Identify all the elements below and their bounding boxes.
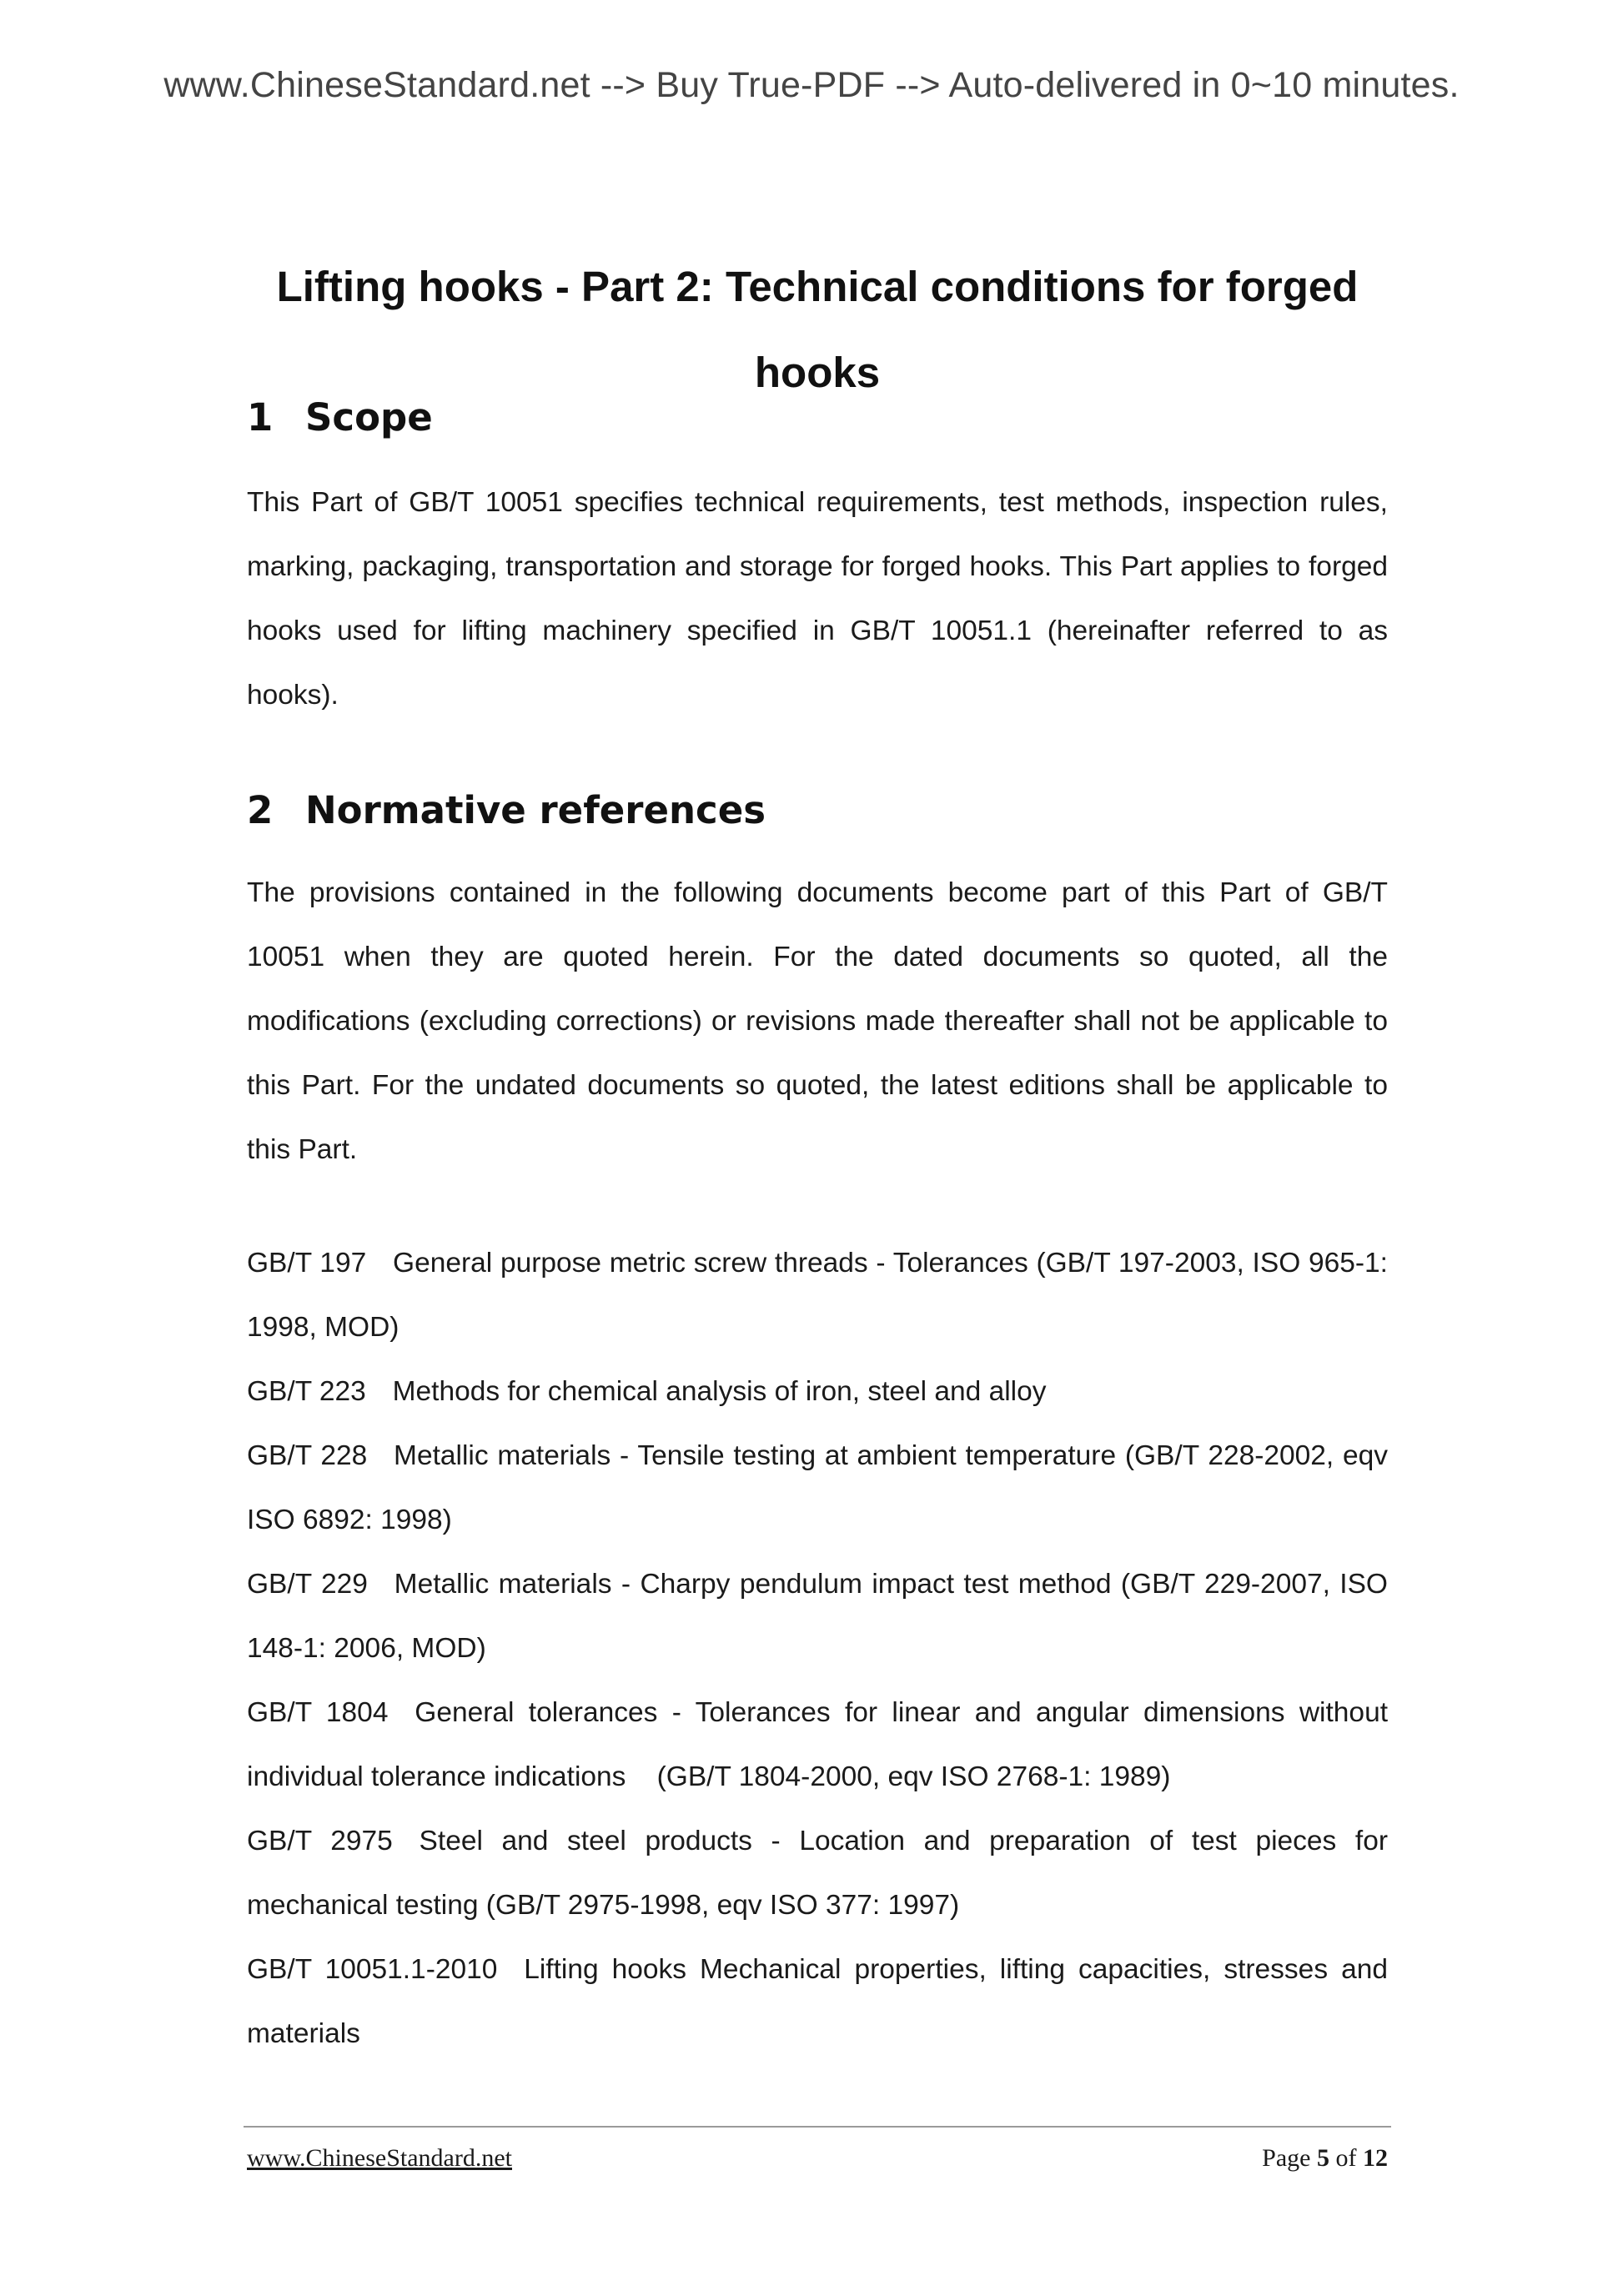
footer-divider <box>244 2126 1391 2128</box>
reference-code: GB/T 228 <box>247 1440 368 1471</box>
reference-item <box>247 1681 1396 1809</box>
reference-code: GB/T 10051.1-2010 <box>247 1954 498 1985</box>
reference-text: Steel and steel products - Location and preparation of test pieces for mechanical testing (GB/T 2975-1998, eqv ISO 377: 1997) <box>247 1826 1388 1921</box>
reference-code: GB/T 223 <box>247 1376 366 1407</box>
reference-text: General purpose metric screw threads - Tolerances (GB/T 197-2003, ISO 965-1: 1998, MOD) <box>247 1248 1388 1343</box>
document-title: Lifting hooks - Part 2: Technical conditions for forged hooks <box>276 263 1359 397</box>
page-total: 12 <box>1363 2144 1388 2172</box>
reference-text: Lifting hooks Mechanical properties, lifting capacities, stresses and materials <box>247 1954 1388 2049</box>
reference-text: Methods for chemical analysis of iron, steel and alloy <box>392 1376 1047 1407</box>
reference-text: Metallic materials - Tensile testing at ambient temperature (GB/T 228-2002, eqv ISO 6892: 1998) <box>247 1440 1388 1535</box>
reference-code: GB/T 1804 <box>247 1697 389 1728</box>
header-banner[interactable]: www.ChineseStandard.net --> Buy True-PDF --> Auto-delivered in 0~10 minutes. <box>163 65 1460 105</box>
reference-item <box>247 1937 1388 2066</box>
section-heading-scope <box>247 395 433 440</box>
normative-references-paragraph: The provisions contained in the following documents become part of this Part of GB/T 10051 when they are quoted herein. For the dated documents so quoted, all the modifications (excluding corrections) or revisions made thereafter shall not be applicable to this Part. For the undated documents so quoted, the latest editions shall be applicable to this Part. <box>247 877 1388 1165</box>
scope-paragraph: This Part of GB/T 10051 specifies technical requirements, test methods, inspection rules, marking, packaging, transportation and storage for forged hooks. This Part applies to forged hooks used for lifting machinery specified in GB/T 10051.1 (hereinafter referred to as hooks). <box>247 487 1388 711</box>
section-heading-normative-references <box>247 788 766 832</box>
reference-item <box>247 1809 1388 1937</box>
reference-code: GB/T 197 <box>247 1248 367 1279</box>
section-title: Normative references <box>305 788 766 832</box>
reference-list <box>247 1231 1396 2066</box>
section-title: Scope <box>305 395 433 440</box>
section-number: 1 <box>247 395 274 440</box>
footer-website-link[interactable]: www.ChineseStandard.net <box>247 2144 512 2172</box>
reference-item <box>247 1424 1388 1552</box>
reference-item <box>247 1552 1388 1681</box>
reference-item <box>247 1231 1388 1359</box>
reference-code: GB/T 229 <box>247 1569 368 1600</box>
page-number <box>1262 2144 1388 2173</box>
reference-code: GB/T 2975 <box>247 1826 393 1856</box>
reference-text: General tolerances - Tolerances for linear and angular dimensions without individual tolerance indications (GB/T 1804-2000, eqv ISO 2768-1: 1989) <box>247 1697 1396 1792</box>
page-of-label: of <box>1335 2144 1357 2172</box>
reference-text: Metallic materials - Charpy pendulum impact test method (GB/T 229-2007, ISO 148-1: 2006, MOD) <box>247 1569 1388 1664</box>
reference-item <box>247 1359 1388 1424</box>
page-label: Page <box>1262 2144 1311 2172</box>
section-number: 2 <box>247 788 274 832</box>
page-current: 5 <box>1317 2144 1329 2172</box>
